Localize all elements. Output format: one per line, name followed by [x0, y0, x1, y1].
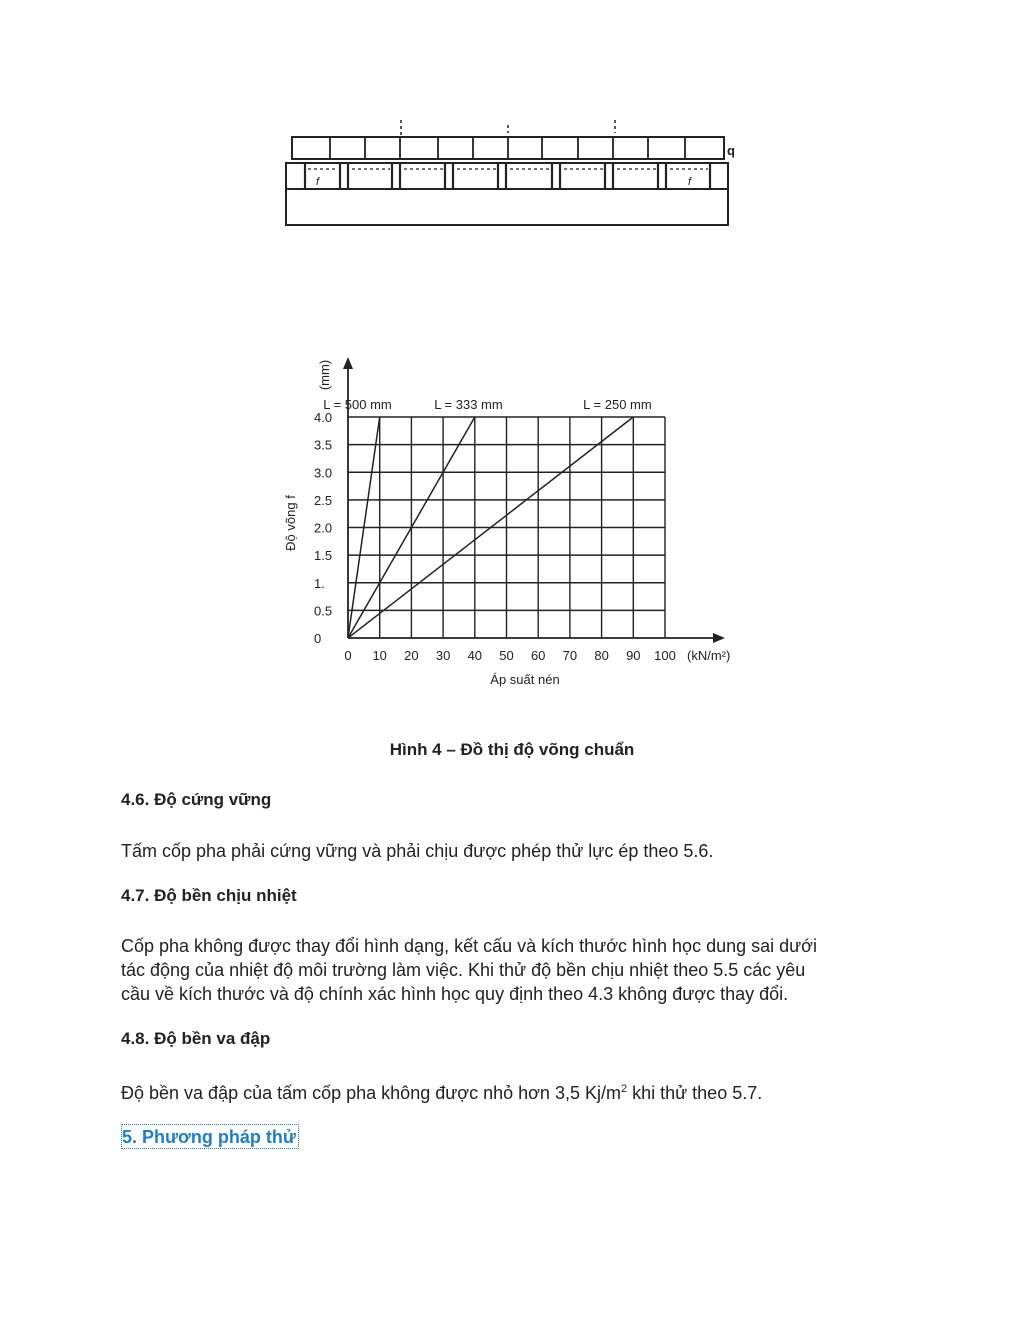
y-tick-label: 2.0: [314, 520, 333, 536]
x-axis-arrow: [713, 633, 725, 643]
section-4-6-text: Tấm cốp pha phải cứng vững và phải chịu được phép thử lực ép theo 5.6.: [121, 841, 714, 861]
section-4-8-title: 4.8. Độ bền va đập: [121, 1029, 271, 1048]
section-4-6-title: 4.6. Độ cứng vững: [121, 790, 272, 809]
x-tick-label: 20: [404, 648, 419, 663]
beam-load-diagram: [280, 115, 740, 235]
x-axis-unit: (kN/m²): [687, 648, 731, 663]
chart-series-labels: [323, 397, 651, 412]
section-4-8-text: [121, 1077, 921, 1105]
series-label: L = 333 mm: [434, 397, 503, 412]
x-tick-label: 60: [530, 648, 546, 663]
y-axis-label: Độ võng f: [283, 495, 298, 551]
x-tick-label: 10: [372, 648, 387, 663]
section-4-7-paragraph: [121, 934, 921, 1006]
deflection-chart: [280, 345, 760, 695]
deflection-label-left: f: [316, 176, 320, 188]
y-tick-label: 3.5: [314, 437, 333, 453]
y-tick-label: 0.5: [314, 603, 333, 619]
y-axis-unit: (mm): [317, 359, 332, 391]
x-tick-label: 100: [654, 648, 676, 663]
figure-caption: Hình 4 – Đồ thị độ võng chuẩn: [389, 740, 635, 759]
load-label-q: q: [727, 143, 735, 158]
y-tick-label: 0: [314, 631, 322, 646]
section-4-8-text-before: Độ bền va đập của tấm cốp pha không được nhỏ hơn 3,5 Kj/m: [121, 1083, 621, 1103]
y-tick-label: 4.0: [314, 410, 333, 425]
chart-grid: [348, 417, 665, 638]
section-5-link[interactable]: 5. Phương pháp thử: [121, 1124, 299, 1149]
series-label: L = 250 mm: [583, 397, 652, 412]
section-4-7-line-3: cầu về kích thước và độ chính xác hình học quy định theo 4.3 không được thay đổi.: [121, 984, 789, 1004]
x-tick-label: 40: [467, 648, 483, 663]
section-4-8-superscript: 2: [620, 1083, 628, 1095]
x-axis-label: Áp suất nén: [490, 672, 560, 687]
chart-ticks: [314, 410, 676, 663]
section-4-8-text-after: khi thử theo 5.7.: [627, 1083, 763, 1103]
y-tick-label: 1.5: [314, 548, 333, 564]
x-tick-label: 30: [435, 648, 451, 663]
x-tick-label: 80: [594, 648, 609, 663]
y-tick-label: 2.5: [314, 492, 333, 508]
series-label: L = 500 mm: [323, 397, 392, 412]
x-tick-label: 50: [499, 648, 514, 663]
section-4-7-title: 4.7. Độ bền chịu nhiệt: [121, 886, 297, 905]
section-4-7-line-1: Cốp pha không được thay đổi hình dạng, kết cấu và kích thước hình học dung sai dưới: [121, 936, 817, 956]
y-tick-label: 3.0: [314, 465, 333, 481]
x-tick-label: 0: [344, 648, 352, 663]
y-tick-label: 1.: [314, 575, 325, 591]
y-axis-arrow: [343, 357, 353, 369]
deflection-label-right: f: [688, 176, 692, 188]
x-tick-label: 70: [562, 648, 578, 663]
x-tick-label: 90: [626, 648, 641, 663]
section-4-7-line-2: tác động của nhiệt độ môi trường làm việc. Khi thử độ bền chịu nhiệt theo 5.5 các yêu: [121, 960, 806, 980]
